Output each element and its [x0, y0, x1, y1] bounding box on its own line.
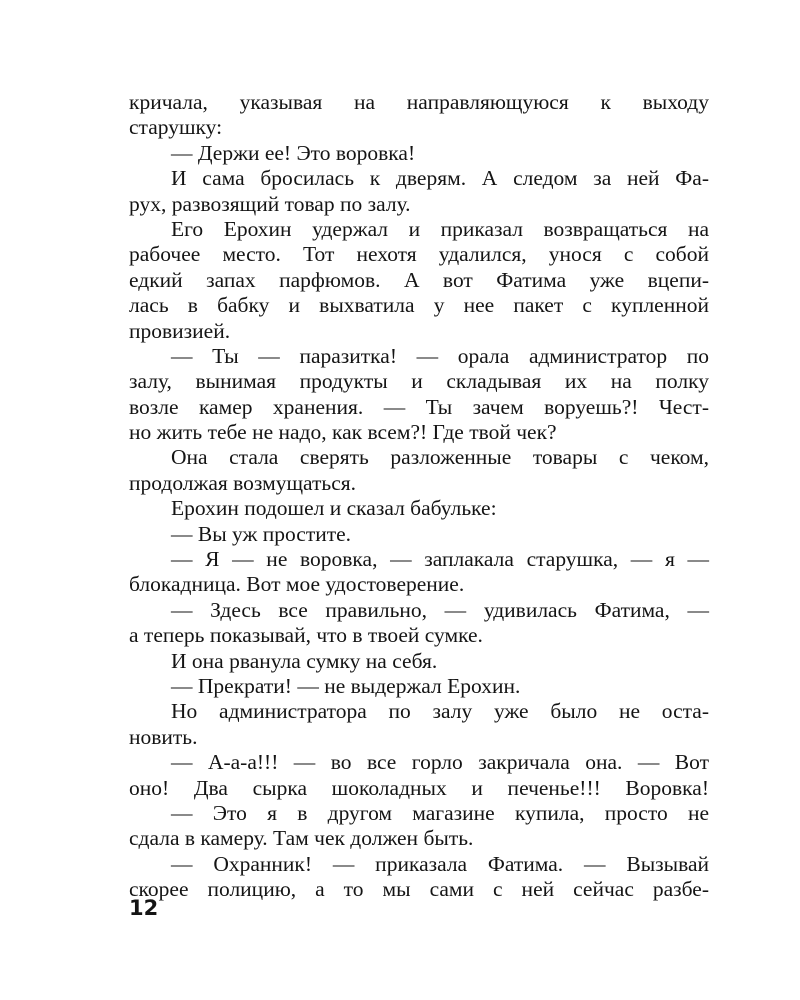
text-line-7: рабочее место. Тот нехотя удалился, унося с собой	[129, 242, 709, 267]
text-line-21: — Здесь все правильно, — удивилась Фатима, —	[171, 597, 709, 622]
text-line-24: — Прекрати! — не выдержал Ерохин.	[171, 673, 521, 698]
text-line-28: оно! Два сырка шоколадных и печенье!!! Воровка!	[129, 775, 709, 800]
text-line-9: лась в бабку и выхватила у нее пакет с купленной	[129, 293, 709, 318]
text-line-10: провизией.	[129, 318, 231, 343]
text-line-25: Но администратора по залу уже было не оста-	[171, 699, 709, 724]
text-line-15: Она стала сверять разложенные товары с чеком,	[171, 445, 709, 470]
text-line-31: — Охранник! — приказала Фатима. — Вызывай	[171, 851, 709, 876]
text-line-16: продолжая возмущаться.	[129, 470, 357, 495]
page-number: 12	[129, 896, 159, 920]
text-line-22: а теперь показывай, что в твоей сумке.	[129, 623, 483, 648]
body-text	[129, 90, 709, 903]
text-line-29: — Это я в другом магазине купила, просто не	[171, 800, 709, 825]
text-line-4: И сама бросилась к дверям. А следом за ней Фа-	[171, 166, 709, 191]
text-line-6: Его Ерохин удержал и приказал возвращаться на	[171, 216, 709, 241]
text-line-5: рух, развозящий товар по залу.	[129, 191, 411, 216]
text-line-8: едкий запах парфюмов. А вот Фатима уже вцепи-	[129, 267, 709, 292]
text-line-12: залу, вынимая продукты и складывая их на полку	[129, 369, 709, 394]
text-line-14: но жить тебе не надо, как всем?! Где твой чек?	[129, 420, 557, 445]
text-line-13: возле камер хранения. — Ты зачем воруешь?! Чест-	[129, 394, 709, 419]
text-line-18: — Вы уж простите.	[171, 521, 352, 546]
text-line-19: — Я — не воровка, — заплакала старушка, — я —	[171, 547, 709, 572]
text-line-20: блокадница. Вот мое удостоверение.	[129, 572, 465, 597]
text-line-32: скорее полицию, а то мы сами с ней сейчас разбе-	[129, 877, 709, 902]
text-line-23: И она рванула сумку на себя.	[171, 648, 438, 673]
text-line-27: — А-а-а!!! — во все горло закричала она. — Вот	[171, 750, 709, 775]
text-line-11: — Ты — паразитка! — орала администратор по	[171, 343, 709, 368]
text-line-2: старушку:	[129, 115, 223, 140]
text-line-17: Ерохин подошел и сказал бабульке:	[171, 496, 497, 521]
text-line-1: кричала, указывая на направляющуюся к выходу	[129, 90, 709, 114]
text-line-26: новить.	[129, 724, 198, 749]
text-line-3: — Держи ее! Это воровка!	[171, 140, 416, 165]
text-line-30: сдала в камеру. Там чек должен быть.	[129, 826, 474, 851]
